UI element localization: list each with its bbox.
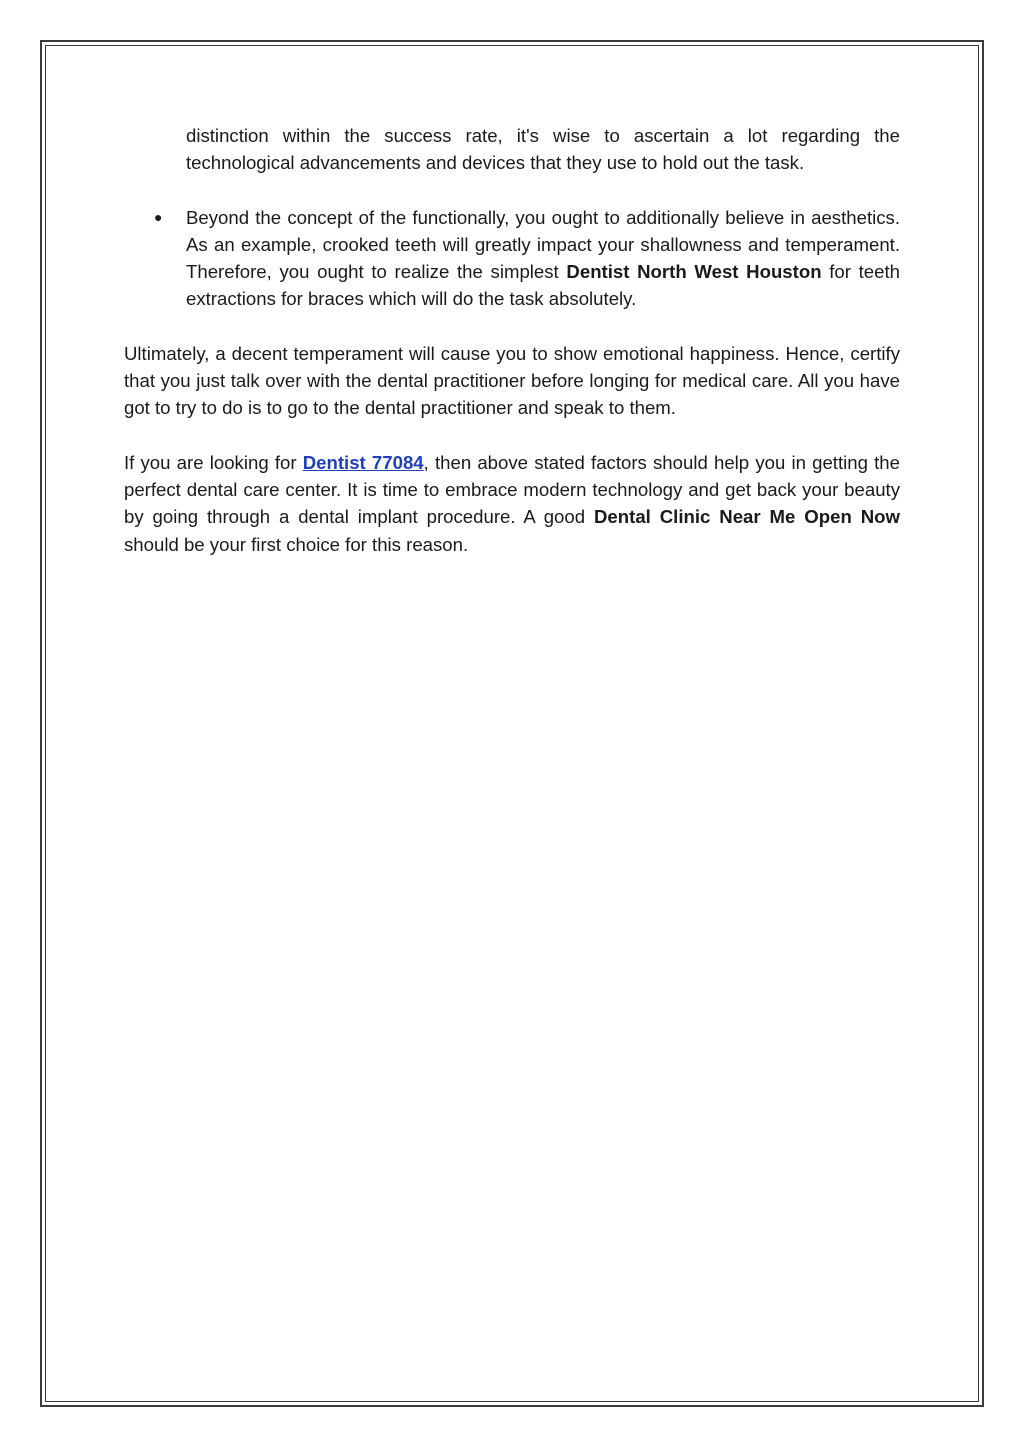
continued-paragraph: distinction within the success rate, it's wise to ascertain a lot regarding the technological advancements and devices that they use to hold out the task.: [186, 125, 900, 174]
bullet-text-after: for teeth extractions for braces which will do the task absolutely.: [186, 261, 900, 310]
bullet-dot-icon: ●: [154, 208, 163, 225]
final-bold-keyword: Dental Clinic Near Me Open Now: [594, 506, 900, 528]
final-text-end: should be your first choice for this reason.: [124, 533, 469, 555]
bullet-list: [124, 204, 900, 313]
document-body: [124, 122, 900, 558]
bullet-text-before: Beyond the concept of the functionally, you ought to additionally believe in aesthetics. As an example, crooked teeth will greatly impact your shallowness and temperament. Therefore, you ought to realize the simplest: [186, 206, 900, 283]
list-item: [124, 204, 900, 313]
paragraph-final: [124, 449, 900, 558]
final-text-before-link: If you are looking for: [124, 451, 303, 473]
final-text-after-link: , then above stated factors should help you in getting the perfect dental care center. It is time to embrace modern technology and get back your beauty by going through a dental implant procedure. A good: [124, 451, 900, 528]
dentist-77084-link[interactable]: Dentist 77084: [302, 451, 424, 473]
bullet-bold-keyword: Dentist North West Houston: [566, 261, 822, 283]
paragraph-ultimately: Ultimately, a decent temperament will cause you to show emotional happiness. Hence, certify that you just talk over with the dental practitioner before longing for medical care. All you have got to try to do is to go to the dental practitioner and speak to them.: [124, 342, 900, 419]
